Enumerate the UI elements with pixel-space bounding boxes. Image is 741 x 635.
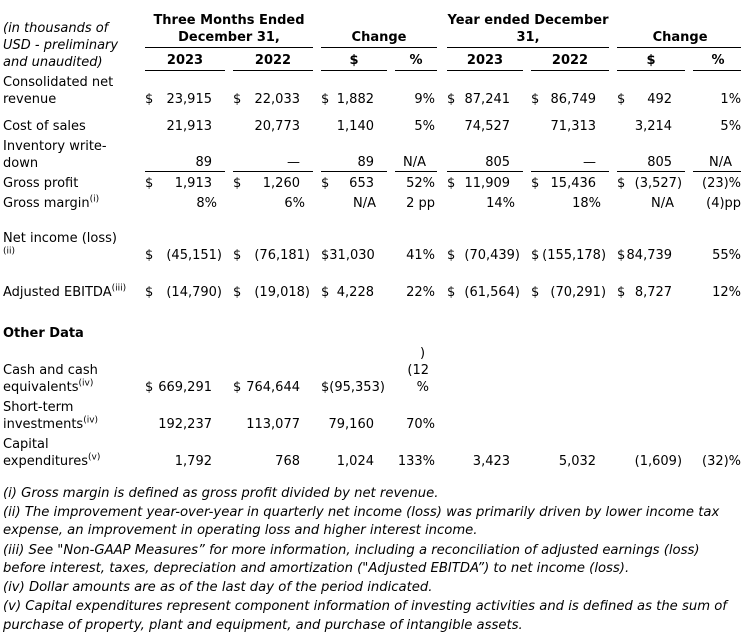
percent-cell: 14% <box>486 196 516 211</box>
table-row-consolidated-net-revenue <box>3 71 741 108</box>
cell-value: 23,915 <box>166 92 212 107</box>
cell-value: 653 <box>349 176 374 191</box>
percent-cell: 9% <box>414 92 436 107</box>
currency-symbol: $ <box>531 176 540 191</box>
percent-cell: 5% <box>414 119 436 134</box>
table-row-cash-and-cash-equivalents <box>3 342 741 396</box>
col-header-q-2022: 2022 <box>233 52 313 71</box>
na-cell: N/A <box>395 154 437 172</box>
amount-cell: 3,423 <box>472 454 511 469</box>
currency-symbol: $ <box>233 380 242 395</box>
table-section-other-data <box>3 301 741 342</box>
amount-cell: 1,792 <box>174 454 212 469</box>
na-cell: N/A <box>693 154 741 172</box>
cell-value: (45,151) <box>166 248 222 263</box>
footnote-iv: (iv) Dollar amounts are as of the last day of the period indicated. <box>3 580 433 596</box>
cell-value: 11,909 <box>464 176 511 191</box>
amount-cell: 192,237 <box>158 417 212 432</box>
currency-symbol: $ <box>233 92 242 107</box>
currency-symbol: $ <box>617 285 626 300</box>
cell-value: 22,033 <box>254 92 300 107</box>
row-label <box>3 195 134 212</box>
row-label <box>3 284 134 301</box>
currency-symbol: $ <box>145 176 154 191</box>
na-cell: N/A <box>651 196 675 211</box>
currency-symbol: $ <box>531 248 540 263</box>
percent-cell: 8% <box>196 196 217 211</box>
amount-cell: 1,140 <box>336 119 374 134</box>
amount-cell: — <box>531 154 609 172</box>
currency-symbol: $ <box>531 92 540 107</box>
cell-value: (76,181) <box>254 248 310 263</box>
currency-symbol: $ <box>233 176 242 191</box>
footnote-marker: (i) <box>89 194 100 205</box>
amount-cell: 89 <box>145 154 225 172</box>
amount-cell <box>321 175 387 192</box>
amount-cell: 79,160 <box>328 417 374 432</box>
wrapped-paren: ) <box>419 346 426 361</box>
percent-cell: 5% <box>720 119 741 134</box>
table-row-gross-margin <box>3 192 741 212</box>
currency-symbol: $ <box>145 92 154 107</box>
footnote-iii: (iii) See "Non-GAAP Measures” for more information, including a reconciliation of adjusted earnings (loss) before interest, taxes, depreciation and amortization ("Adjusted EBITDA”) to net income (loss). <box>3 542 700 576</box>
col-header-q-2023: 2023 <box>145 52 225 71</box>
currency-symbol: $ <box>447 248 456 263</box>
row-label-text: Gross margin <box>3 196 90 211</box>
amount-cell <box>447 175 523 192</box>
footnotes-section <box>3 485 739 635</box>
amount-cell <box>233 91 313 108</box>
amount-cell <box>531 247 609 264</box>
amount-cell <box>617 284 685 301</box>
currency-symbol: $ <box>321 380 330 395</box>
amount-cell: 74,527 <box>464 119 511 134</box>
amount-cell: 1,024 <box>336 454 374 469</box>
amount-cell <box>447 247 523 264</box>
amount-cell <box>145 175 225 192</box>
amount-cell <box>531 175 609 192</box>
footnote-marker: (iv) <box>83 415 99 426</box>
row-label <box>3 362 134 396</box>
percent-cell: 12% <box>712 285 741 300</box>
amount-cell: 21,913 <box>166 119 212 134</box>
amount-cell: 805 <box>447 154 523 172</box>
amount-cell <box>617 91 685 108</box>
amount-cell: 71,313 <box>550 119 597 134</box>
amount-cell <box>447 91 523 108</box>
row-label-text: Adjusted EBITDA <box>3 285 112 300</box>
row-label: Inventory write-down <box>3 139 107 171</box>
cell-value: (70,439) <box>464 248 521 263</box>
cell-value: 764,644 <box>246 380 300 395</box>
row-label: Cost of sales <box>3 119 86 134</box>
percent-cell: 6% <box>284 196 305 211</box>
currency-symbol: $ <box>447 285 456 300</box>
amount-cell: (1,609) <box>634 454 683 469</box>
amount-cell <box>321 247 387 264</box>
amount-cell <box>321 379 387 396</box>
amount-cell: 805 <box>617 154 685 172</box>
col-group-change-quarter: Change <box>321 29 437 48</box>
amount-cell: 768 <box>275 454 300 469</box>
cell-value: 15,436 <box>550 176 597 191</box>
col-group-year-ended: Year ended December 31, <box>447 12 609 48</box>
amount-cell: 20,773 <box>254 119 300 134</box>
amount-cell <box>531 284 609 301</box>
footnote-i: (i) Gross margin is defined as gross profit divided by net revenue. <box>3 486 439 501</box>
cell-value: (12 % <box>407 363 430 395</box>
currency-symbol: $ <box>617 92 626 107</box>
table-row-gross-profit <box>3 172 741 192</box>
currency-symbol: $ <box>233 285 242 300</box>
amount-cell <box>447 284 523 301</box>
amount-cell <box>617 247 685 264</box>
percent-cell: 18% <box>572 196 602 211</box>
cell-value: 1,260 <box>262 176 300 191</box>
col-header-q-change-dollar: $ <box>321 52 387 71</box>
table-row-adjusted-ebitda <box>3 264 741 301</box>
amount-cell <box>617 175 685 192</box>
row-label <box>3 436 134 470</box>
amount-cell <box>145 91 225 108</box>
amount-cell: 3,214 <box>634 119 673 134</box>
percent-cell: 70% <box>406 417 436 432</box>
na-cell: N/A <box>353 196 376 211</box>
currency-symbol: $ <box>447 176 456 191</box>
currency-symbol: $ <box>447 92 456 107</box>
amount-cell <box>145 379 225 396</box>
percent-cell: 133% <box>397 454 436 469</box>
row-label-text: Cash and cash equivalents <box>3 363 98 395</box>
cell-value: (70,291) <box>550 285 607 300</box>
currency-symbol: $ <box>233 248 242 263</box>
row-label: Consolidated net revenue <box>3 75 114 107</box>
units-note <box>3 12 145 71</box>
cell-value: 84,739 <box>626 248 673 263</box>
cell-value: 492 <box>647 92 673 107</box>
percent-cell: (32)% <box>702 454 741 469</box>
section-title: Other Data <box>3 326 84 341</box>
percent-cell: 41% <box>406 248 436 263</box>
col-header-y-change-dollar: $ <box>617 52 685 71</box>
amount-cell <box>321 91 387 108</box>
percent-cell-wrapped <box>395 345 437 396</box>
footnote-marker: (iv) <box>78 378 94 389</box>
amount-cell: 5,032 <box>558 454 597 469</box>
cell-value: (14,790) <box>166 285 222 300</box>
col-header-y-2023: 2023 <box>447 52 523 71</box>
units-note-text: (in thousands of USD - preliminary and unaudited) <box>3 21 119 70</box>
currency-symbol: $ <box>321 248 330 263</box>
amount-cell <box>145 284 225 301</box>
pp-cell: 2 pp <box>406 196 436 211</box>
col-header-q-change-percent: % <box>395 52 437 71</box>
percent-cell: 52% <box>406 176 436 191</box>
row-label-text: Short-term investments <box>3 400 84 432</box>
amount-cell: 113,077 <box>246 417 300 432</box>
currency-symbol: $ <box>145 285 154 300</box>
col-group-change-year: Change <box>617 29 741 48</box>
amount-cell <box>233 175 313 192</box>
financial-table <box>3 12 741 470</box>
row-label: Gross profit <box>3 176 79 191</box>
col-header-y-change-percent: % <box>693 52 741 71</box>
table-row-inventory-write-down <box>3 135 741 172</box>
row-label <box>3 399 134 433</box>
footnote-marker: (iii) <box>111 283 127 294</box>
col-group-three-months-ended: Three Months Ended December 31, <box>145 12 313 48</box>
currency-symbol: $ <box>617 176 626 191</box>
currency-symbol: $ <box>321 92 330 107</box>
currency-symbol: $ <box>321 176 330 191</box>
currency-symbol: $ <box>617 248 626 263</box>
cell-value: (3,527) <box>634 176 683 191</box>
amount-cell <box>321 284 387 301</box>
cell-value: 1,913 <box>174 176 212 191</box>
amount-cell: 89 <box>321 154 387 172</box>
footnote-v: (v) Capital expenditures represent component information of investing activities and is defined as the sum of purchase of property, plant and equipment, and purchase of intangible assets. <box>3 599 727 633</box>
pp-cell: (4)pp <box>706 196 741 211</box>
currency-symbol: $ <box>321 285 330 300</box>
cell-value: 87,241 <box>464 92 511 107</box>
cell-value: 669,291 <box>158 380 212 395</box>
table-row-capital-expenditures <box>3 433 741 470</box>
row-label-text: Net income (loss) <box>3 231 117 246</box>
header-group-row <box>3 12 741 48</box>
row-label-text: Capital expenditures <box>3 437 88 469</box>
table-row-cost-of-sales <box>3 108 741 135</box>
cell-value: (95,353) <box>329 380 385 395</box>
amount-cell <box>531 91 609 108</box>
cell-value: 1,882 <box>336 92 374 107</box>
cell-value: 86,749 <box>550 92 597 107</box>
cell-value: 4,228 <box>336 285 374 300</box>
amount-cell <box>233 247 313 264</box>
currency-symbol: $ <box>145 248 154 263</box>
cell-value: (155,178) <box>542 248 607 263</box>
footnote-ii: (ii) The improvement year-over-year in quarterly net income (loss) was primarily driven by lower income tax expense, an improvement in operating loss and higher interest income. <box>3 505 720 539</box>
percent-cell: 1% <box>720 92 741 107</box>
cell-value: (61,564) <box>464 285 521 300</box>
footnote-marker: (v) <box>87 452 101 463</box>
currency-symbol: $ <box>145 380 154 395</box>
col-header-y-2022: 2022 <box>531 52 609 71</box>
percent-cell: 55% <box>712 248 741 263</box>
cell-value: (19,018) <box>254 285 310 300</box>
amount-cell <box>233 379 313 396</box>
footnote-marker: (ii) <box>3 246 16 257</box>
percent-cell: (23)% <box>702 176 741 191</box>
cell-value: 8,727 <box>634 285 673 300</box>
cell-value: 31,030 <box>329 248 375 263</box>
amount-cell <box>233 284 313 301</box>
amount-cell <box>145 247 225 264</box>
percent-cell: 22% <box>406 285 436 300</box>
table-row-net-income-loss <box>3 212 741 264</box>
table-row-short-term-investments <box>3 396 741 433</box>
amount-cell: — <box>233 154 313 172</box>
row-label <box>3 230 134 264</box>
currency-symbol: $ <box>531 285 540 300</box>
